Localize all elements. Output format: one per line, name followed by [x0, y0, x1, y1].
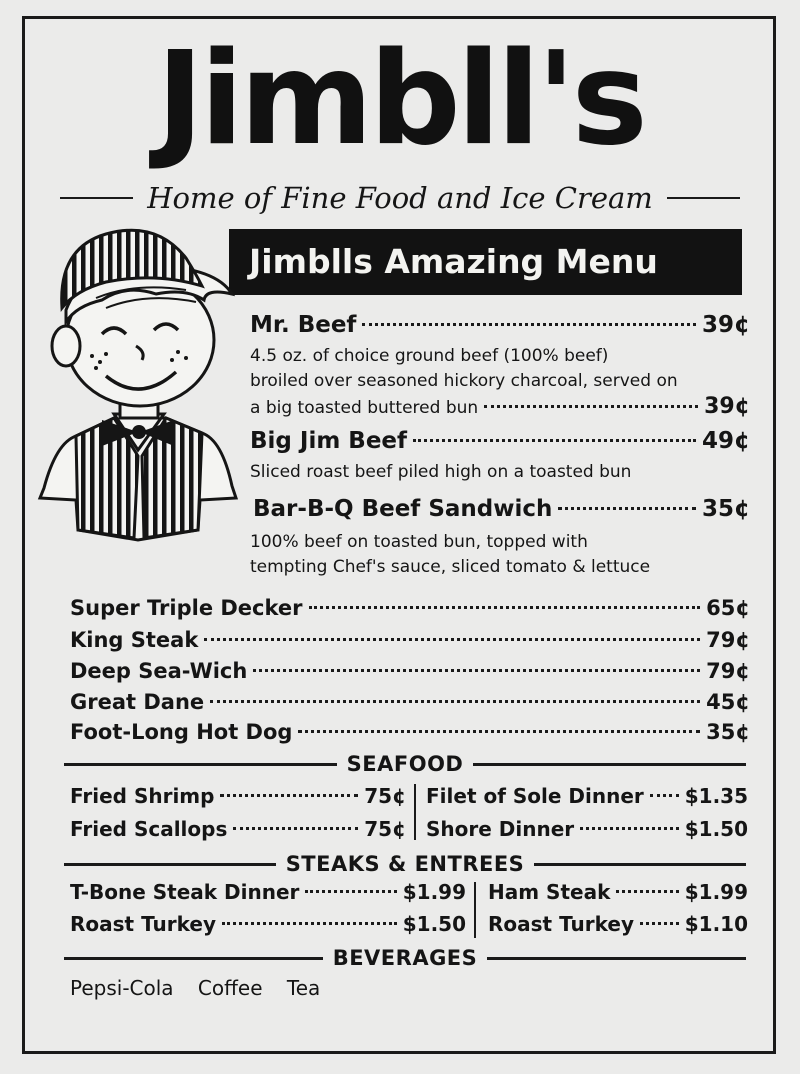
item-description — [250, 460, 631, 485]
tagline: Home of Fine Food and Ice Cream — [147, 181, 653, 215]
item-price: 65¢ — [706, 596, 750, 620]
section-rule — [64, 957, 323, 960]
leader-dots — [233, 827, 358, 830]
description-line: 4.5 oz. of choice ground beef (100% beef) — [250, 346, 609, 366]
section-rule — [534, 863, 746, 866]
menu-item-roast-turkey-left — [70, 912, 466, 936]
menu-banner: Jimblls Amazing Menu — [229, 229, 742, 295]
item-price: 79¢ — [706, 628, 750, 652]
section-title: STEAKS & ENTREES — [285, 852, 525, 876]
leader-dots — [204, 638, 700, 641]
menu-item-fried-shrimp — [70, 784, 406, 808]
description-line: Sliced roast beef piled high on a toasted bun — [250, 462, 632, 482]
item-description — [250, 530, 650, 580]
menu-item-bar-b-q-beef — [253, 496, 750, 522]
section-header-steaks — [64, 852, 746, 876]
column-divider — [414, 784, 416, 840]
leader-dots — [362, 323, 696, 326]
menu-item-foot-long-hot-dog — [70, 720, 750, 744]
leader-dots — [484, 405, 698, 408]
mascot-boy-illustration — [36, 218, 242, 546]
section-rule — [64, 863, 276, 866]
item-name: King Steak — [70, 628, 199, 652]
section-rule — [487, 957, 746, 960]
leader-dots — [253, 669, 700, 672]
item-name: Bar-B-Q Beef Sandwich — [253, 496, 553, 522]
item-name: Roast Turkey — [488, 912, 634, 936]
item-price: 35¢ — [706, 720, 750, 744]
menu-item-t-bone-steak — [70, 880, 466, 904]
leader-dots — [580, 827, 679, 830]
description-line: tempting Chef's sauce, sliced tomato & lettuce — [250, 557, 651, 577]
item-price: $1.50 — [402, 912, 466, 936]
item-price: 79¢ — [706, 659, 750, 683]
logo: Jimbll's — [156, 25, 644, 174]
section-rule — [473, 763, 746, 766]
menu-item-fried-scallops — [70, 817, 406, 841]
item-name: Great Dane — [70, 690, 205, 714]
leader-dots — [220, 794, 358, 797]
menu-item-filet-of-sole — [426, 784, 748, 808]
item-name: Big Jim Beef — [250, 428, 408, 454]
section-title: BEVERAGES — [332, 946, 478, 970]
item-description — [250, 344, 750, 421]
description-text: a big toasted buttered bun — [250, 398, 479, 418]
item-price: 49¢ — [701, 428, 750, 454]
menu-item-shore-dinner — [426, 817, 748, 841]
leader-dots — [305, 890, 396, 893]
item-price: $1.10 — [684, 912, 748, 936]
menu-item-deep-sea-wich — [70, 659, 750, 683]
section-rule — [64, 763, 337, 766]
item-price: 39¢ — [701, 312, 750, 338]
menu-item-super-triple-decker — [70, 596, 750, 620]
menu-item-great-dane — [70, 690, 750, 714]
menu-item-big-jim-beef — [250, 428, 750, 454]
tagline-rule-right — [667, 197, 740, 199]
item-name: Ham Steak — [488, 880, 611, 904]
item-price: 75¢ — [364, 784, 406, 808]
item-price: $1.35 — [684, 784, 748, 808]
leader-dots — [616, 890, 678, 893]
item-price: $1.50 — [684, 817, 748, 841]
beverage-item: Coffee — [197, 976, 263, 1000]
section-title: SEAFOOD — [346, 752, 464, 776]
item-price: 75¢ — [364, 817, 406, 841]
item-name: Roast Turkey — [70, 912, 216, 936]
leader-dots — [309, 606, 701, 609]
item-price: $1.99 — [684, 880, 748, 904]
leader-dots — [222, 922, 397, 925]
menu-item-mr-beef — [250, 312, 750, 338]
beverage-item: Pepsi-Cola — [70, 976, 174, 1000]
menu-item-roast-turkey-right — [488, 912, 748, 936]
item-name: Fried Scallops — [70, 817, 228, 841]
item-name: Fried Shrimp — [70, 784, 215, 808]
menu-item-ham-steak — [488, 880, 748, 904]
item-price: 45¢ — [706, 690, 750, 714]
description-line: 100% beef on toasted bun, topped with — [250, 532, 588, 552]
tagline-rule-left — [60, 197, 133, 199]
item-name: Shore Dinner — [426, 817, 575, 841]
item-name: Deep Sea-Wich — [70, 659, 248, 683]
menu-item-king-steak — [70, 628, 750, 652]
item-price: $1.99 — [402, 880, 466, 904]
leader-dots — [650, 794, 679, 797]
item-name: Filet of Sole Dinner — [426, 784, 644, 808]
description-line-with-price — [250, 394, 750, 421]
leader-dots — [640, 922, 679, 925]
item-name: T-Bone Steak Dinner — [70, 880, 300, 904]
section-header-seafood — [64, 752, 746, 776]
item-name: Super Triple Decker — [70, 596, 303, 620]
leader-dots — [413, 439, 696, 442]
column-divider — [474, 882, 476, 938]
item-price: 35¢ — [701, 496, 750, 522]
leader-dots — [558, 507, 696, 510]
leader-dots — [210, 700, 700, 703]
item-name: Foot-Long Hot Dog — [70, 720, 293, 744]
beverage-item: Tea — [286, 976, 321, 1000]
beverage-list — [70, 976, 338, 1000]
description-line: broiled over seasoned hickory charcoal, served on — [250, 371, 678, 391]
item-price: 39¢ — [704, 394, 750, 419]
item-name: Mr. Beef — [250, 312, 357, 338]
leader-dots — [298, 730, 700, 733]
tagline-row — [60, 178, 740, 218]
section-header-beverages — [64, 946, 746, 970]
